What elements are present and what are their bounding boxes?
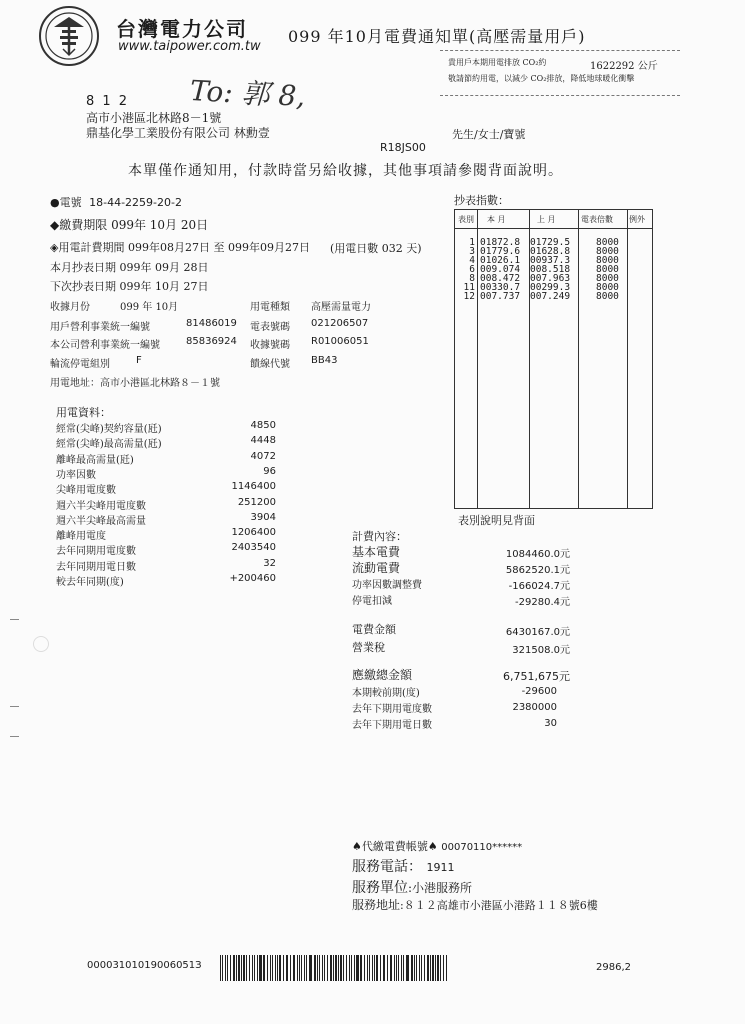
spade-icon: ♠ <box>427 840 438 853</box>
extra-row: 去年下期用電日數 30 <box>352 718 557 731</box>
charge-row: 基本電費 1084460.0元 <box>352 545 570 560</box>
usage-row: 經常(尖峰)契約容量(瓩) 4850 <box>56 420 276 435</box>
receipt-number-label: 收據號碼 <box>250 340 290 351</box>
service-address: 高市小港區北林路８－１號 <box>100 378 220 389</box>
diamond-bullet-icon: ◆ <box>50 218 60 232</box>
feeder-code-label: 饋線代號 <box>250 359 290 370</box>
total-amount: 6,751,675元 <box>503 670 570 683</box>
subtotal-row: 營業稅 321508.0元 <box>352 641 570 656</box>
company-website: www.taipower.com.tw <box>118 39 261 54</box>
postal-code: 8 1 2 <box>86 94 130 109</box>
usage-row: 離峰最高需量(瓩) 4072 <box>56 450 276 466</box>
feeder-code: BB43 <box>311 355 338 366</box>
margin-mark <box>10 619 19 620</box>
usage-row: 尖峰用電度數 1146400 <box>56 481 276 497</box>
auto-debit-account: 00070110****** <box>441 842 523 853</box>
barcode <box>220 955 448 981</box>
service-unit-line: 服務單位:小港服務所 <box>352 880 473 896</box>
ledger-header: 電表倍數 <box>581 215 613 224</box>
service-unit: :小港服務所 <box>408 881 473 895</box>
billing-period-line: ◈用電計費期間 099年08月27日 至 099年09月27日 <box>50 241 310 254</box>
usage-row: 功率因數 96 <box>56 465 276 481</box>
read-date: 099年 09月 28日 <box>119 261 209 274</box>
ledger-header: 例外 <box>629 215 645 224</box>
margin-mark <box>10 736 19 737</box>
spade-icon: ♠ <box>352 840 362 853</box>
ledger-header: 上 月 <box>537 215 556 224</box>
total-amount-row <box>352 666 570 683</box>
charges-title: 計費內容： <box>352 530 407 543</box>
recipient-address: 高市小港區北林路8－1號 <box>86 111 222 125</box>
co2-notice-box <box>440 50 680 96</box>
margin-mark <box>10 706 19 707</box>
barcode-number: 00003101019006051З <box>87 960 202 971</box>
total-amount-label: 應繳總金額 <box>352 668 413 682</box>
receipt-number: R01006051 <box>311 336 369 347</box>
recipient-company: 鼎基化學工業股份有限公司 林勳壹 <box>86 126 270 140</box>
extra-row: 去年下期用電度數 2380000 <box>352 702 557 715</box>
service-phone-line: 服務電話： 1911 <box>352 859 455 875</box>
taipower-logo <box>38 5 100 67</box>
usage-row: 週六半尖峰用電度數 251200 <box>56 496 276 512</box>
usage-type-label: 用電種類 <box>250 302 290 313</box>
usage-title: 用電資料： <box>56 406 111 419</box>
ledger-title: 抄表指數： <box>454 194 509 207</box>
notice-text: 本單僅作通知用，付款時當另給收據，其他事項請參閱背面說明。 <box>128 163 563 179</box>
usage-row: 離峰用電度 1206400 <box>56 527 276 543</box>
routing-code: R18JS00 <box>380 141 426 154</box>
ledger-header: 本 月 <box>487 215 506 224</box>
rotation-group: F <box>136 355 142 366</box>
due-date-line: ◆繳費期限 099年 10月 20日 <box>50 218 209 232</box>
meter-reading-table: 表別 本 月 上 月 電表倍數 例外 1 01872.8 01729.5 8000 3 01779.6 01628.8 8000 4 01026.1 00937.3 8000 6 009.074 008.518 8000 8 008.472 007.963 8000 11 00330.7 00299.3 8000 12 007.737 007.249 8000 <box>454 209 653 509</box>
charge-row: 流動電費 5862520.1元 <box>352 561 570 576</box>
usage-days: (用電日數 032 天) <box>330 242 422 255</box>
ledger-note: 表別說明見背面 <box>458 514 535 527</box>
meter-number-label: 電表號碼 <box>250 322 290 333</box>
next-read-line: 下次抄表日期 099年 10月 27日 <box>50 280 209 293</box>
co2-line2: 敬請節約用電，以減少 CO₂排放，降低地球暖化衝擊 <box>448 74 635 83</box>
co2-line1: 貴用戶本期用電排放 CO₂約 <box>448 58 547 67</box>
rotation-group-label: 輪流停電組別 <box>50 359 110 370</box>
service-address-footer: 服務地址:８１２高雄市小港區小港路１１８號6樓 <box>352 898 598 912</box>
next-read-date: 099年 10月 27日 <box>119 280 209 293</box>
usage-row: 經常(尖峰)最高需量(瓩) 4448 <box>56 435 276 451</box>
usage-row: 週六半尖峰最高需量 3904 <box>56 511 276 527</box>
bill-title: 099 年10月電費通知單(高壓需量用戶) <box>288 27 586 46</box>
handwritten-note: To: 郭 8, <box>189 74 307 113</box>
punch-hole <box>33 636 49 652</box>
diamond-outline-icon: ◈ <box>50 241 59 254</box>
customer-tax-id-label: 用戶營利事業統一編號 <box>50 322 150 333</box>
company-name: 台灣電力公司 <box>116 17 248 41</box>
salutation: 先生/女士/寶號 <box>452 128 526 141</box>
customer-tax-id: 81486019 <box>186 318 237 329</box>
company-tax-id: 85836924 <box>186 336 237 347</box>
charge-row: 停電扣減 -29280.4元 <box>352 596 570 608</box>
due-date: 099年 10月 20日 <box>111 218 209 232</box>
service-office-address: :８１２高雄市小港區小港路１１８號6樓 <box>400 899 598 912</box>
auto-debit-line: ♠代繳電費帳號♠ 00070110****** <box>352 840 523 853</box>
usage-row: 去年同期用電度數 2403540 <box>56 542 276 558</box>
usage-type: 高壓需量電力 <box>311 302 371 313</box>
usage-row: 較去年同期(度) +200460 <box>56 573 276 588</box>
service-phone: 1911 <box>426 861 455 874</box>
extra-row: 本期較前期(度) -29600 <box>352 686 557 699</box>
billing-period: 099年08月27日 至 099年09月27日 <box>127 241 310 254</box>
company-tax-id-label: 本公司營利事業統一編號 <box>50 340 160 351</box>
meter-number: 021206507 <box>311 318 369 329</box>
page-code: 2986,2 <box>596 962 631 973</box>
account-number-line: ●電號 18-44-2259-20-2 <box>50 196 182 209</box>
charge-row: 功率因數調整費 -166024.7元 <box>352 580 570 592</box>
circle-bullet-icon: ● <box>50 196 60 209</box>
usage-row: 去年同期用電日數 32 <box>56 557 276 573</box>
account-number: 18-44-2259-20-2 <box>89 196 182 209</box>
service-address-line: 用電地址：高市小港區北林路８－１號 <box>50 378 220 389</box>
read-date-line: 本月抄表日期 099年 09月 28日 <box>50 261 209 274</box>
subtotal-row: 電費金額 6430167.0元 <box>352 623 570 638</box>
receipt-month: 099 年 10月 <box>120 302 179 313</box>
co2-value: 1622292 公斤 <box>590 61 658 72</box>
ledger-header: 表別 <box>458 215 474 224</box>
receipt-month-label: 收據月份 <box>50 302 90 313</box>
